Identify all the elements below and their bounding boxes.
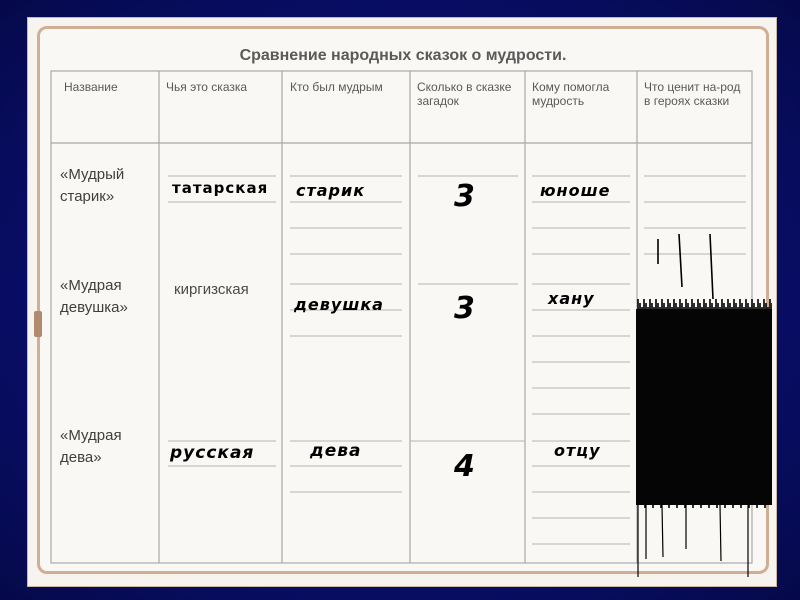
header-helped: Кому помогла мудрость — [532, 80, 610, 108]
row-1-name — [60, 164, 124, 208]
row-1-riddles: 3 — [454, 179, 475, 214]
row-2-whose: киргизская — [174, 281, 249, 298]
col-whose-lines — [168, 176, 276, 466]
header-riddles: Сколько в сказке загадок — [417, 80, 512, 108]
row-2-riddles: 3 — [454, 291, 475, 326]
worksheet — [37, 26, 769, 574]
row-1-whose: татарская — [172, 179, 269, 197]
row-3-helped: отцу — [554, 441, 601, 460]
col-values-lines — [644, 176, 746, 254]
row-2-who-wise: девушка — [294, 295, 384, 314]
row-2-name — [60, 275, 128, 319]
row-3-name-line1: «Мудрая — [60, 427, 122, 444]
row-3-riddles: 4 — [454, 449, 475, 484]
header-who-wise: Кто был мудрым — [290, 80, 383, 94]
row-3-name — [60, 425, 122, 469]
ink-scribble-tails — [638, 505, 748, 577]
row-1-who-wise: старик — [296, 181, 366, 200]
ink-scribble-fill — [636, 309, 772, 505]
row-3-who-wise: дева — [310, 441, 362, 461]
header-name: Название — [64, 80, 118, 94]
row-3-whose: русская — [170, 443, 255, 463]
row-1-helped: юноше — [540, 181, 611, 200]
header-values: Что ценит на-род в героях сказки — [644, 80, 741, 108]
row-1-name-line2: старик» — [60, 188, 115, 205]
header-whose: Чья это сказка — [166, 80, 248, 94]
worksheet-title: Сравнение народных сказок о мудрости. — [239, 47, 567, 64]
row-2-helped: хану — [548, 289, 595, 308]
row-3-name-line2: дева» — [60, 449, 102, 466]
slide-canvas — [28, 18, 776, 586]
row-1-name-line1: «Мудрый — [60, 166, 125, 183]
col-helped-lines — [532, 176, 630, 544]
row-2-name-line1: «Мудрая — [60, 277, 122, 294]
row-2-name-line2: девушка» — [60, 299, 128, 316]
table-grid — [40, 29, 772, 577]
